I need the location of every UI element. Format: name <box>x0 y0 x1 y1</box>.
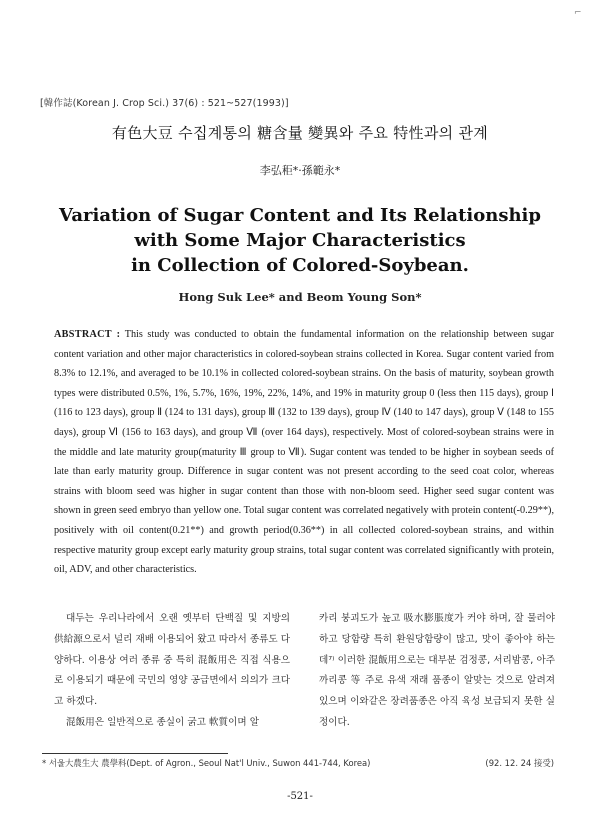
english-title-line: with Some Major Characteristics <box>134 230 466 251</box>
body-column-left <box>54 609 290 734</box>
english-title <box>0 203 600 278</box>
english-authors: Hong Suk Lee* and Beom Young Son* <box>178 290 422 304</box>
abstract-label: ABSTRACT : <box>54 329 121 340</box>
body-column-right <box>319 609 555 734</box>
body-paragraph: 대두는 우리나라에서 오랜 옛부터 단백질 및 지방의 供給源으로서 널리 재배 이용되어 왔고 따라서 종류도 다양하다. 이용상 여러 종류 중 특히 混飯用은 직접 식용으로 이용되기 때문에 국민의 영양 공급면에서 의의가 크다고 하겠다. <box>54 613 290 708</box>
abstract-text: This study was conducted to obtain the fundamental information on the relationship between sugar content variation and other major characteristics in colored-soybean strains collected in Korea. Sugar content varied from 8.3% to 12.1%, and averaged to be 10.1% in collected colored-soybean strains. On the basis of maturity, soybean growth types were distributed 0.5%, 1%, 5.7%, 16%, 19%, 22%, 14%, and 19% in maturity group 0 (less then 115 days), group Ⅰ (116 to 123 days), group Ⅱ (124 to 131 days), group Ⅲ (132 to 139 days), group Ⅳ (140 to 147 days), group Ⅴ (148 to 155 days), group Ⅵ (156 to 163 days), and group Ⅶ (over 164 days), respectively. Most of colored-soybean strains were in the middle and late maturity group(maturity Ⅲ group to Ⅶ). Sugar content was tended to be higher in soybean seeds of late than early maturity group. Difference in sugar content was not present according to the seed coat color, whereas strains with bloom seed was higher in sugar content than those with non-bloom seed. Higher seed sugar content was shown in green seed embryo than yellow one. Total sugar content was correlated negatively with protein content(-0.29**), positively with oil content(0.21**) and growth period(0.36**) in all collected colored-soybean strains, and within respective maturity group except early maturity group strains, total sugar content was correlated significantly with protein, oil, ADV, and other characteristics. <box>54 329 554 576</box>
korean-title: 有色大豆 수집계통의 糖含量 變異와 주요 特性과의 관계 <box>111 124 489 142</box>
corner-mark: ⌐ <box>574 8 582 18</box>
journal-reference: [韓作誌(Korean J. Crop Sci.) 37(6) : 521~527(1993)] <box>40 98 289 109</box>
korean-authors: 李弘秬*·孫範永* <box>259 164 341 177</box>
english-title-line: Variation of Sugar Content and Its Relationship <box>59 205 541 226</box>
body-paragraph: 混飯用은 일반적으로 종실이 굵고 軟質이며 알 <box>66 716 259 728</box>
body-paragraph: 카리 붕괴도가 높고 吸水膨脹度가 커야 하며, 잘 물러야 하고 당함량 특히 환원당함량이 많고, 맛이 좋아야 하는데⁷⁾ 이러한 混飯用으로는 대부분 검정콩, 서리밤콩, 아주까리콩 等 주로 유색 재래 품종이 알맞는 것으로 알려져 있으며 이와같은 장려품종은 아직 육성 보급되지 못한 실정이다. <box>319 613 555 728</box>
received-date: (92. 12. 24 接受) <box>485 758 554 768</box>
english-title-line: in Collection of Colored-Soybean. <box>131 255 469 276</box>
footnote-divider <box>42 753 228 754</box>
abstract <box>54 325 554 580</box>
footnote-affiliation: * 서울大農生大 農學科(Dept. of Agron., Seoul Nat'l Univ., Suwon 441-744, Korea) <box>42 758 371 768</box>
page-number: -521- <box>287 791 313 802</box>
